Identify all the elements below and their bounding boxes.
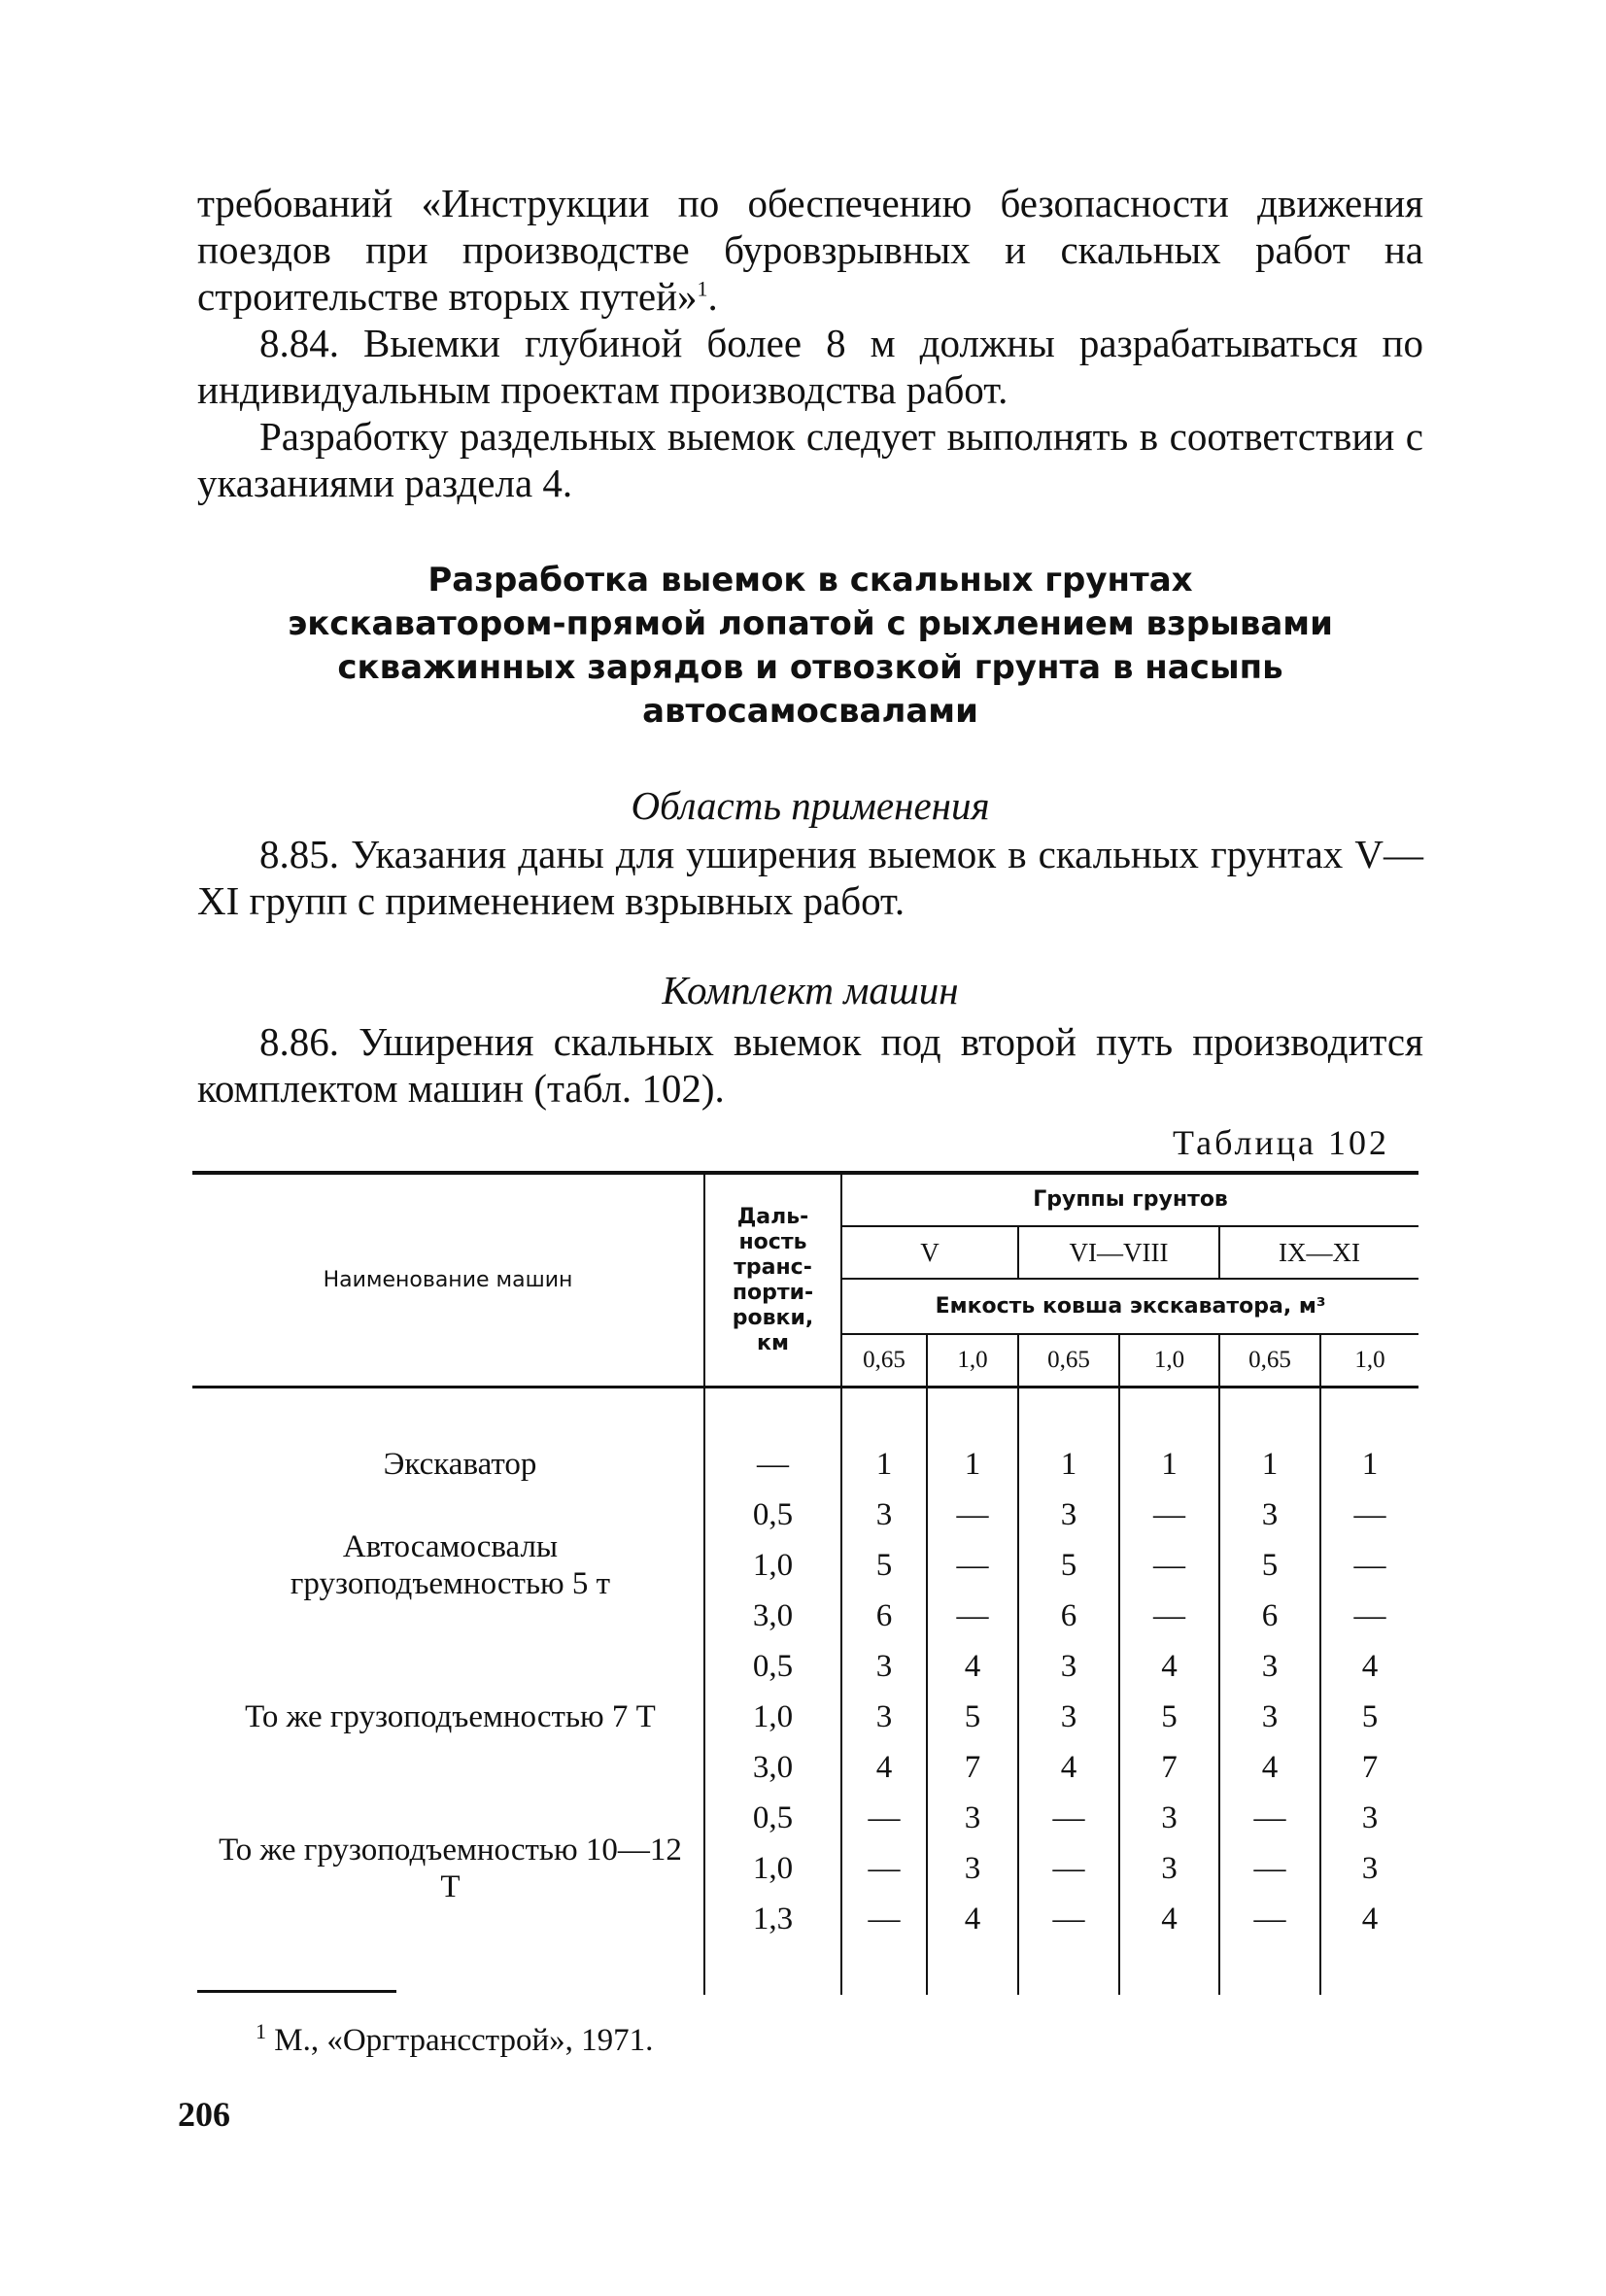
cell-value: — — [841, 1894, 927, 1944]
paragraph-text: требований «Инструкции по обеспечению безопасности движения поездов при производстве буровзрывных и скальных работ на строительстве вторых путей» — [197, 181, 1423, 319]
cell-value: 3 — [841, 1490, 927, 1540]
cell-value: — — [1119, 1490, 1219, 1540]
header-group-v: V — [841, 1226, 1018, 1279]
cell-value: 3 — [1119, 1793, 1219, 1843]
machine-name: То же грузоподъемностью 7 Т — [245, 1699, 656, 1734]
cell-value: 1 — [841, 1439, 927, 1490]
table-body — [192, 1388, 1418, 1996]
cell-distance: 0,5 — [704, 1490, 841, 1540]
header-group-ix-xi: IX—XI — [1219, 1226, 1418, 1279]
footnote — [256, 2019, 654, 2059]
section-title — [197, 559, 1423, 734]
header-bucket-capacity: Емкость ковша экскаватора, м³ — [841, 1279, 1418, 1334]
cell-value: 1 — [927, 1439, 1018, 1490]
cell-value: 3 — [1219, 1692, 1320, 1742]
footnote-mark: 1 — [256, 2019, 266, 2043]
header-group-vi-viii: VI—VIII — [1018, 1226, 1219, 1279]
cell-value: 3 — [1219, 1641, 1320, 1692]
table-row — [192, 1793, 1418, 1843]
cell-value: 5 — [1119, 1692, 1219, 1742]
machine-name: Экскаватор — [383, 1447, 537, 1482]
cell-value: — — [1320, 1591, 1418, 1641]
cell-value: — — [1119, 1591, 1219, 1641]
cell-value: 4 — [1119, 1894, 1219, 1944]
paragraph-separate-cuts: Разработку раздельных выемок следует выполнять в соответствии с указаниями раздела 4. — [197, 414, 1423, 505]
table-102 — [192, 1171, 1418, 1995]
table-row — [192, 1439, 1418, 1490]
paragraph-instructions — [197, 180, 1423, 320]
footnote-marker: 1 — [697, 276, 708, 301]
machine-name: Автосамосвалы грузоподъемностью 5 т — [290, 1529, 611, 1601]
cell-value: 4 — [1320, 1894, 1418, 1944]
page-number: 206 — [178, 2095, 230, 2134]
cell-value: 5 — [1018, 1540, 1119, 1591]
cell-distance: — — [704, 1439, 841, 1490]
scope-text — [197, 831, 1423, 924]
cell-value: 3 — [841, 1692, 927, 1742]
cell-value: 3 — [1219, 1490, 1320, 1540]
table-caption: Таблица 102 — [1173, 1123, 1389, 1162]
cell-value: 4 — [927, 1894, 1018, 1944]
cell-value: 5 — [1320, 1692, 1418, 1742]
cell-value: — — [1018, 1843, 1119, 1894]
header-capacity-value: 0,65 — [1219, 1334, 1320, 1388]
header-capacity-value: 0,65 — [841, 1334, 927, 1388]
cell-value: 3 — [841, 1641, 927, 1692]
subheading-scope: Область применения — [631, 783, 990, 828]
table-spacer-row — [192, 1944, 1418, 1995]
cell-value: — — [1320, 1490, 1418, 1540]
header-capacity-value: 1,0 — [1119, 1334, 1219, 1388]
subheading-machines: Комплект машин — [662, 968, 959, 1012]
cell-value: 3 — [927, 1843, 1018, 1894]
footnote-divider — [197, 1990, 396, 1993]
section-title-line: автосамосвалами — [642, 692, 978, 731]
section-title-line: экскаватором-прямой лопатой с рыхлением взрывами — [288, 604, 1333, 643]
cell-value: — — [1018, 1894, 1119, 1944]
cell-value: 6 — [1018, 1591, 1119, 1641]
cell-distance: 0,5 — [704, 1641, 841, 1692]
cell-value: 7 — [927, 1742, 1018, 1793]
cell-value: 7 — [1320, 1742, 1418, 1793]
header-capacity-value: 0,65 — [1018, 1334, 1119, 1388]
cell-value: — — [1219, 1894, 1320, 1944]
cell-value: 1 — [1018, 1439, 1119, 1490]
cell-value: 4 — [1018, 1742, 1119, 1793]
paragraph-8-85: 8.85. Указания даны для уширения выемок в скальных грунтах V—XI групп с применением взрывных работ. — [197, 832, 1423, 923]
cell-value: 3 — [1018, 1692, 1119, 1742]
cell-value: 6 — [1219, 1591, 1320, 1641]
machine-name: То же грузоподъемностью 10—12 Т — [219, 1833, 682, 1904]
cell-value: — — [927, 1540, 1018, 1591]
cell-value: — — [1219, 1843, 1320, 1894]
cell-value: 3 — [927, 1793, 1018, 1843]
cell-value: — — [841, 1793, 927, 1843]
intro-text — [197, 180, 1423, 506]
cell-value: 1 — [1119, 1439, 1219, 1490]
table-spacer-row — [192, 1388, 1418, 1440]
cell-value: — — [927, 1490, 1018, 1540]
cell-value: 4 — [841, 1742, 927, 1793]
cell-distance: 0,5 — [704, 1793, 841, 1843]
cell-distance: 3,0 — [704, 1591, 841, 1641]
section-title-line: Разработка выемок в скальных грунтах — [427, 561, 1193, 600]
paragraph-8-84: 8.84. Выемки глубиной более 8 м должны разрабатываться по индивидуальным проектам производства работ. — [197, 321, 1423, 412]
paragraph-8-86: 8.86. Уширения скальных выемок под второй путь производится комплектом машин (табл. 102). — [197, 1019, 1423, 1111]
cell-value: 1 — [1219, 1439, 1320, 1490]
cell-value: — — [927, 1591, 1018, 1641]
table-row — [192, 1490, 1418, 1540]
header-capacity-value: 1,0 — [927, 1334, 1018, 1388]
cell-value: 4 — [1119, 1641, 1219, 1692]
paragraph-end: . — [707, 274, 718, 319]
cell-value: — — [1219, 1793, 1320, 1843]
table-header-row — [192, 1173, 1418, 1226]
header-distance-text: Даль-ность транс-порти-ровки, км — [732, 1204, 814, 1355]
cell-distance: 1,0 — [704, 1692, 841, 1742]
cell-distance: 1,0 — [704, 1843, 841, 1894]
cell-value: 7 — [1119, 1742, 1219, 1793]
header-capacity-value: 1,0 — [1320, 1334, 1418, 1388]
cell-value: 5 — [841, 1540, 927, 1591]
cell-value: 3 — [1320, 1843, 1418, 1894]
cell-value: 4 — [1320, 1641, 1418, 1692]
footnote-text: М., «Оргтрансстрой», 1971. — [274, 2023, 654, 2058]
cell-value: 6 — [841, 1591, 927, 1641]
header-soil-groups: Группы грунтов — [841, 1173, 1418, 1226]
cell-value: 4 — [927, 1641, 1018, 1692]
cell-value: — — [1018, 1793, 1119, 1843]
cell-value: 3 — [1320, 1793, 1418, 1843]
header-distance — [704, 1173, 841, 1388]
section-title-line: скважинных зарядов и отвозкой грунта в насыпь — [337, 648, 1283, 687]
cell-distance: 1,0 — [704, 1540, 841, 1591]
machines-text — [197, 1018, 1423, 1112]
cell-value: 3 — [1018, 1490, 1119, 1540]
cell-value: — — [1119, 1540, 1219, 1591]
cell-value: — — [1320, 1540, 1418, 1591]
table-row — [192, 1641, 1418, 1692]
cell-value: 1 — [1320, 1439, 1418, 1490]
cell-value: 3 — [1119, 1843, 1219, 1894]
cell-value: — — [841, 1843, 927, 1894]
cell-value: 5 — [927, 1692, 1018, 1742]
cell-value: 5 — [1219, 1540, 1320, 1591]
cell-value: 3 — [1018, 1641, 1119, 1692]
cell-distance: 3,0 — [704, 1742, 841, 1793]
cell-distance: 1,3 — [704, 1894, 841, 1944]
header-machine-name: Наименование машин — [192, 1173, 704, 1388]
cell-value: 4 — [1219, 1742, 1320, 1793]
